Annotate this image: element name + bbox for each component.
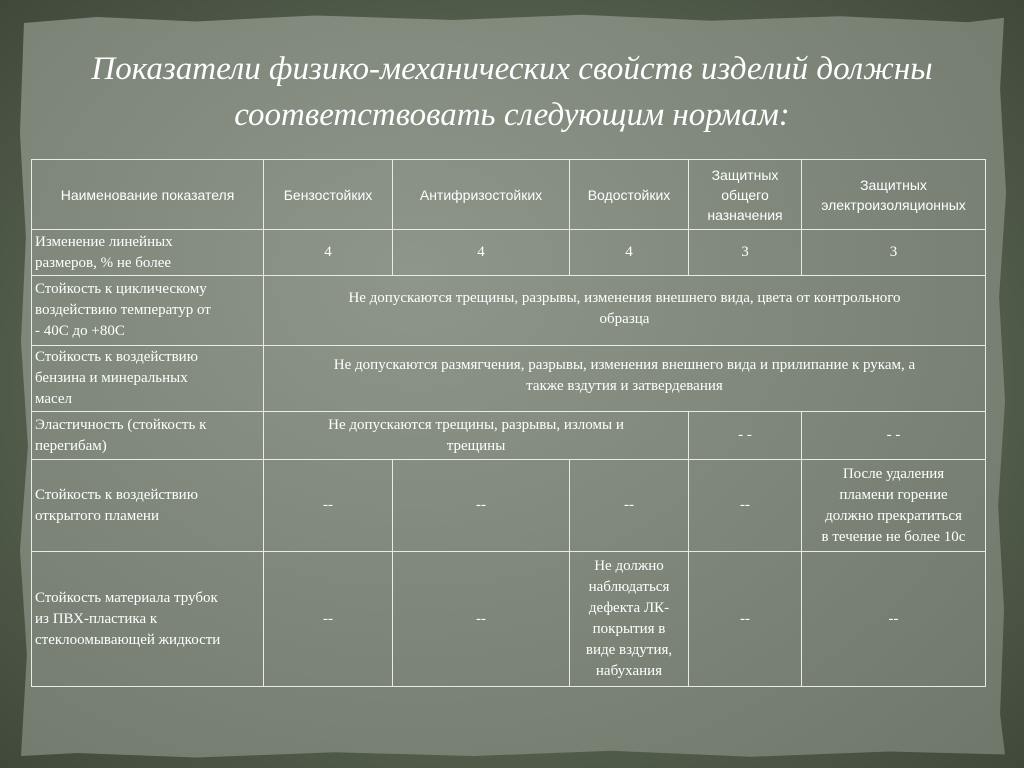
row-name-line: открытого пламени bbox=[35, 507, 159, 524]
slide-title bbox=[30, 46, 994, 138]
row-name-line: Стойкость к воздействию bbox=[35, 486, 198, 503]
table-row bbox=[32, 230, 986, 276]
cell-benzo: 4 bbox=[264, 230, 393, 276]
electro-line: После удаления bbox=[842, 465, 945, 482]
table-row bbox=[32, 552, 986, 687]
row-name-line: Изменение линейных bbox=[35, 233, 173, 250]
cell-electro bbox=[802, 460, 986, 552]
table-row bbox=[32, 460, 986, 552]
merged-line: трещины bbox=[446, 437, 506, 454]
merged-line: Не допускаются трещины, разрывы, изменения внешнего вида, цвета от контрольного bbox=[348, 290, 901, 306]
title-line-2: соответствовать следующим нормам: bbox=[234, 97, 790, 133]
water-line: покрытия в bbox=[592, 621, 666, 637]
row-name-line: Стойкость материала трубок bbox=[35, 589, 218, 606]
header-general-line: общего bbox=[721, 186, 769, 203]
cell-general: -- bbox=[689, 552, 802, 687]
row-name-line: Стойкость к воздействию bbox=[35, 349, 198, 365]
header-electro-line: электроизоляционных bbox=[821, 196, 966, 213]
water-line: дефекта ЛК- bbox=[588, 600, 670, 616]
row-name-line: воздействию температур от bbox=[35, 302, 211, 318]
electro-line: в течение не более 10с bbox=[821, 528, 966, 545]
table-row bbox=[32, 346, 986, 412]
table-row bbox=[32, 276, 986, 346]
water-line: Не должно bbox=[594, 558, 664, 574]
row-name bbox=[32, 460, 264, 552]
header-water: Водостойких bbox=[570, 160, 689, 230]
cell-merged bbox=[264, 412, 689, 460]
header-benzo: Бензостойких bbox=[264, 160, 393, 230]
header-row bbox=[32, 160, 986, 230]
cell-benzo: -- bbox=[264, 460, 393, 552]
cell-electro: - - bbox=[802, 412, 986, 460]
row-name bbox=[32, 552, 264, 687]
cell-electro: 3 bbox=[802, 230, 986, 276]
water-line: набухания bbox=[595, 663, 663, 679]
merged-line: Не допускаются трещины, разрывы, изломы и bbox=[328, 416, 624, 433]
header-antifreeze: Антифризостойких bbox=[393, 160, 570, 230]
cell-water bbox=[570, 552, 689, 687]
cell-water: -- bbox=[570, 460, 689, 552]
cell-antifreeze: -- bbox=[393, 552, 570, 687]
row-name-line: размеров, % не более bbox=[35, 254, 172, 271]
row-name-line: - 40С до +80С bbox=[35, 323, 125, 339]
row-name-line: стеклоомывающей жидкости bbox=[35, 631, 221, 648]
merged-line: образца bbox=[599, 311, 650, 327]
row-name-line: Стойкость к циклическому bbox=[35, 281, 207, 297]
electro-line: пламени горение bbox=[839, 486, 948, 503]
cell-antifreeze: 4 bbox=[393, 230, 570, 276]
water-line: виде вздутия, bbox=[585, 642, 673, 658]
row-name-line: Эластичность (стойкость к bbox=[35, 416, 207, 433]
cell-general: - - bbox=[689, 412, 802, 460]
row-name-line: перегибам) bbox=[35, 437, 107, 454]
merged-line: также вздутия и затвердевания bbox=[526, 378, 723, 394]
header-general bbox=[689, 160, 802, 230]
header-electro bbox=[802, 160, 986, 230]
cell-water: 4 bbox=[570, 230, 689, 276]
cell-merged bbox=[264, 276, 986, 346]
norms-table bbox=[31, 159, 986, 687]
cell-general: 3 bbox=[689, 230, 802, 276]
electro-line: должно прекратиться bbox=[825, 507, 962, 524]
row-name-line: масел bbox=[35, 391, 73, 407]
title-line-1: Показатели физико-механических свойств изделий должны bbox=[91, 51, 933, 87]
row-name bbox=[32, 346, 264, 412]
header-general-line: Защитных bbox=[711, 166, 779, 183]
row-name-line: из ПВХ-пластика к bbox=[35, 610, 158, 627]
header-electro-line: Защитных bbox=[860, 176, 927, 193]
water-line: наблюдаться bbox=[588, 579, 670, 595]
merged-line: Не допускаются размягчения, разрывы, изменения внешнего вида и прилипание к рукам, а bbox=[333, 357, 916, 373]
table-row bbox=[32, 412, 986, 460]
cell-electro: -- bbox=[802, 552, 986, 687]
cell-merged bbox=[264, 346, 986, 412]
header-name: Наименование показателя bbox=[32, 160, 264, 230]
row-name bbox=[32, 230, 264, 276]
row-name bbox=[32, 276, 264, 346]
row-name bbox=[32, 412, 264, 460]
header-general-line: назначения bbox=[707, 206, 783, 223]
cell-benzo: -- bbox=[264, 552, 393, 687]
row-name-line: бензина и минеральных bbox=[35, 370, 188, 386]
cell-antifreeze: -- bbox=[393, 460, 570, 552]
cell-general: -- bbox=[689, 460, 802, 552]
